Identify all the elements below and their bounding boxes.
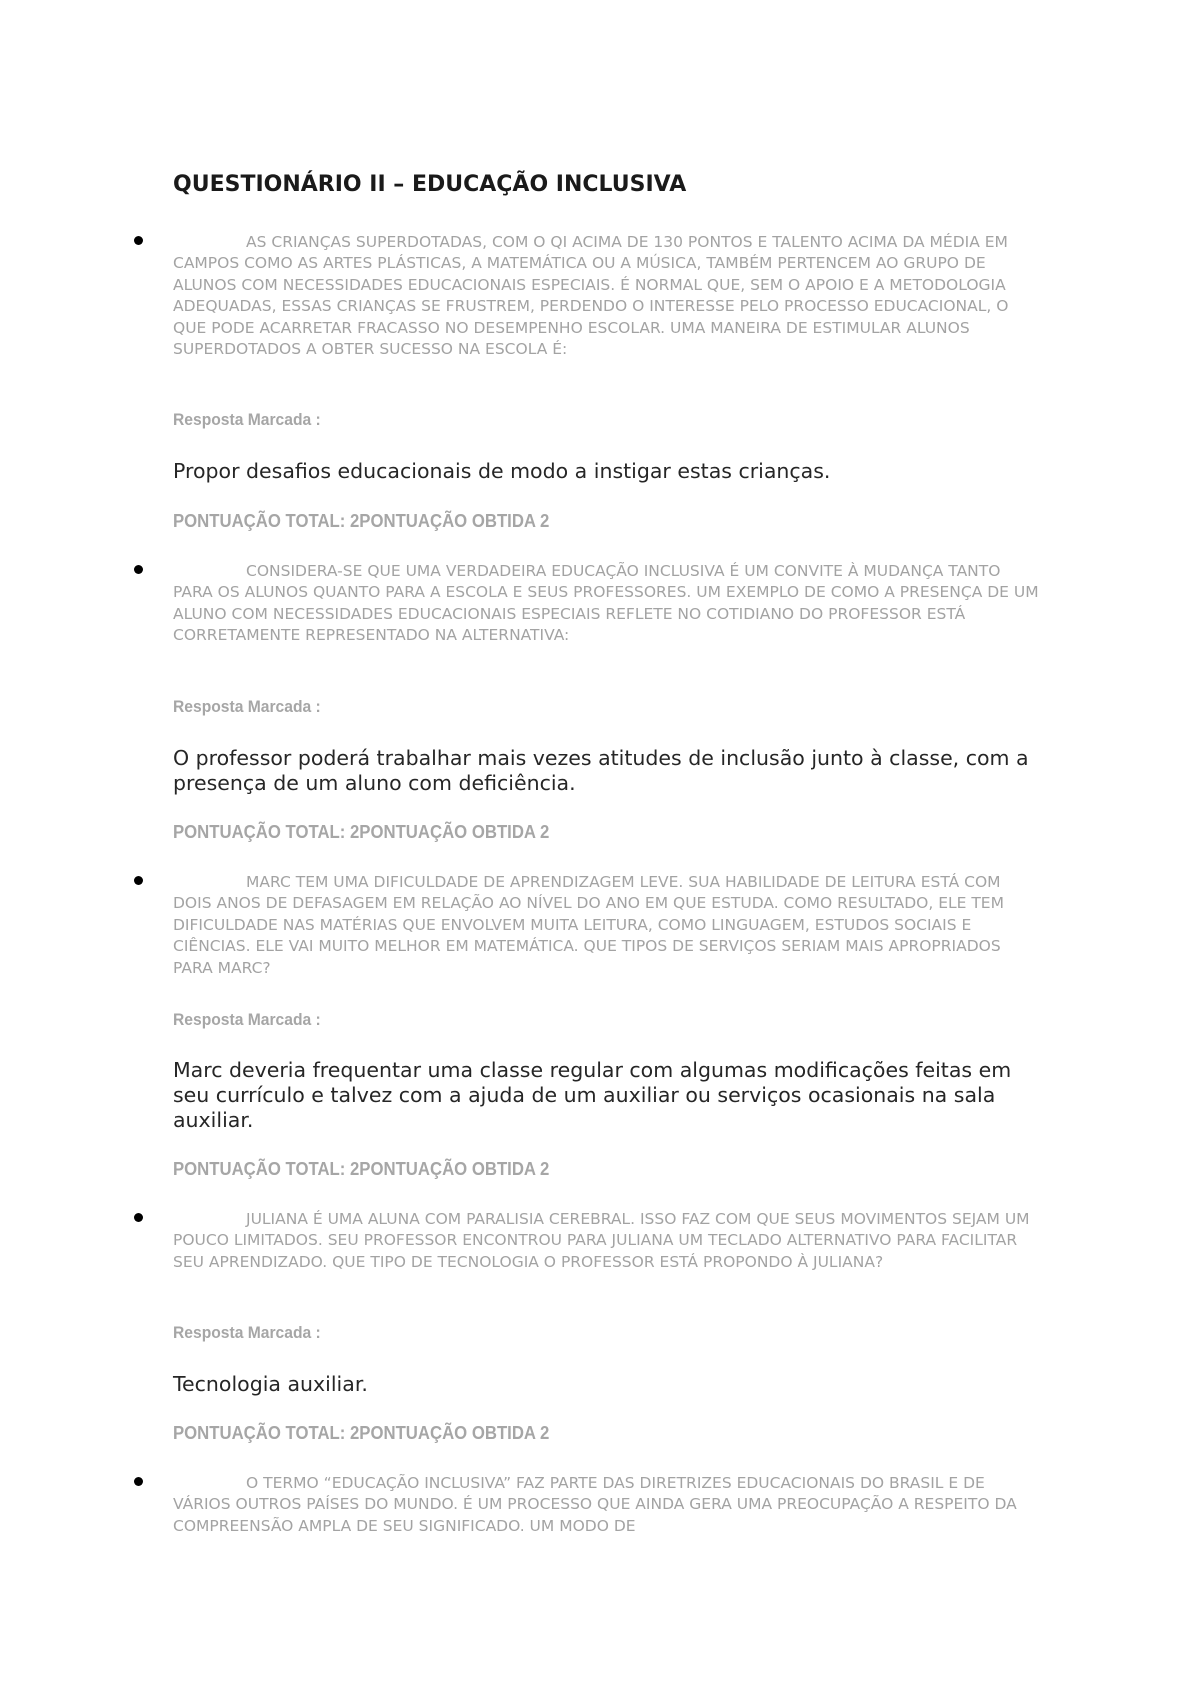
document-title: QUESTIONÁRIO II – EDUCAÇÃO INCLUSIVA — [173, 172, 687, 197]
question-3-text: MARC TEM UMA DIFICULDADE DE APRENDIZAGEM LEVE. SUA HABILIDADE DE LEITURA ESTÁ COM DOIS ANOS DE DEFASAGEM EM RELAÇÃO AO NÍVEL DO ANO EM QUE ESTUDA. COMO RESULTADO, ELE TEM DIFICULDADE NAS MATÉRIAS QUE ENVOLVEM MUITA LEITURA, COMO LINGUAGEM, ESTUDOS SOCIAIS E CIÊNCIAS. ELE VAI MUITO MELHOR EM MATEMÁTICA. QUE TIPOS DE SERVIÇOS SERIAM MAIS APROPRIADOS PARA MARC? — [173, 873, 1004, 977]
score-line: PONTUAÇÃO TOTAL: 2PONTUAÇÃO OBTIDA 2 — [173, 1159, 550, 1179]
question-2-text: CONSIDERA-SE QUE UMA VERDADEIRA EDUCAÇÃO INCLUSIVA É UM CONVITE À MUDANÇA TANTO PARA OS ALUNOS QUANTO PARA A ESCOLA E SEUS PROFESSORES. UM EXEMPLO DE COMO A PRESENÇA DE UM ALUNO COM NECESSIDADES EDUCACIONAIS ESPECIAIS REFLETE NO COTIDIANO DO PROFESSOR ESTÁ CORRETAMENTE REPRESENTADO NA ALTERNATIVA: — [173, 562, 1039, 645]
bullet-icon — [134, 565, 143, 574]
question-text — [173, 232, 1043, 360]
question-text — [173, 1473, 1043, 1537]
question-text — [173, 561, 1043, 647]
bullet-icon — [134, 236, 143, 245]
marked-answer-label: Resposta Marcada : — [173, 1010, 321, 1029]
marked-answer: Tecnologia auxiliar. — [173, 1372, 368, 1396]
question-5-text: O TERMO “EDUCAÇÃO INCLUSIVA” FAZ PARTE DAS DIRETRIZES EDUCACIONAIS DO BRASIL E DE VÁRIOS OUTROS PAÍSES DO MUNDO. É UM PROCESSO QUE AINDA GERA UMA PREOCUPAÇÃO A RESPEITO DA COMPREENSÃO AMPLA DE SEU SIGNIFICADO. UM MODO DE — [173, 1474, 1017, 1535]
bullet-icon — [134, 1213, 143, 1222]
marked-answer: Marc deveria frequentar uma classe regular com algumas modificações feitas em seu currículo e talvez com a ajuda de um auxiliar ou serviços ocasionais na sala auxiliar. — [173, 1058, 1012, 1132]
score-line: PONTUAÇÃO TOTAL: 2PONTUAÇÃO OBTIDA 2 — [173, 511, 550, 531]
score-line: PONTUAÇÃO TOTAL: 2PONTUAÇÃO OBTIDA 2 — [173, 822, 550, 842]
question-text — [173, 1209, 1043, 1273]
marked-answer: Propor desafios educacionais de modo a instigar estas crianças. — [173, 459, 831, 483]
marked-answer-label: Resposta Marcada : — [173, 410, 321, 429]
bullet-icon — [134, 876, 143, 885]
marked-answer: O professor poderá trabalhar mais vezes atitudes de inclusão junto à classe, com a presença de um aluno com deficiência. — [173, 746, 1029, 795]
score-line: PONTUAÇÃO TOTAL: 2PONTUAÇÃO OBTIDA 2 — [173, 1423, 550, 1443]
question-text — [173, 872, 1043, 979]
marked-answer-label: Resposta Marcada : — [173, 697, 321, 716]
marked-answer-label: Resposta Marcada : — [173, 1323, 321, 1342]
question-1-text: AS CRIANÇAS SUPERDOTADAS, COM O QI ACIMA DE 130 PONTOS E TALENTO ACIMA DA MÉDIA EM CAMPOS COMO AS ARTES PLÁSTICAS, A MATEMÁTICA OU A MÚSICA, TAMBÉM PERTENCEM AO GRUPO DE ALUNOS COM NECESSIDADES EDUCACIONAIS ESPECIAIS. É NORMAL QUE, SEM O APOIO E A METODOLOGIA ADEQUADAS, ESSAS CRIANÇAS SE FRUSTREM, PERDENDO O INTERESSE PELO PROCESSO EDUCACIONAL, O QUE PODE ACARRETAR FRACASSO NO DESEMPENHO ESCOLAR. UMA MANEIRA DE ESTIMULAR ALUNOS SUPERDOTADOS A OBTER SUCESSO NA ESCOLA É: — [173, 233, 1009, 359]
bullet-icon — [134, 1477, 143, 1486]
question-4-text: JULIANA É UMA ALUNA COM PARALISIA CEREBRAL. ISSO FAZ COM QUE SEUS MOVIMENTOS SEJAM UM POUCO LIMITADOS. SEU PROFESSOR ENCONTROU PARA JULIANA UM TECLADO ALTERNATIVO PARA FACILITAR SEU APRENDIZADO. QUE TIPO DE TECNOLOGIA O PROFESSOR ESTÁ PROPONDO À JULIANA? — [173, 1210, 1030, 1271]
